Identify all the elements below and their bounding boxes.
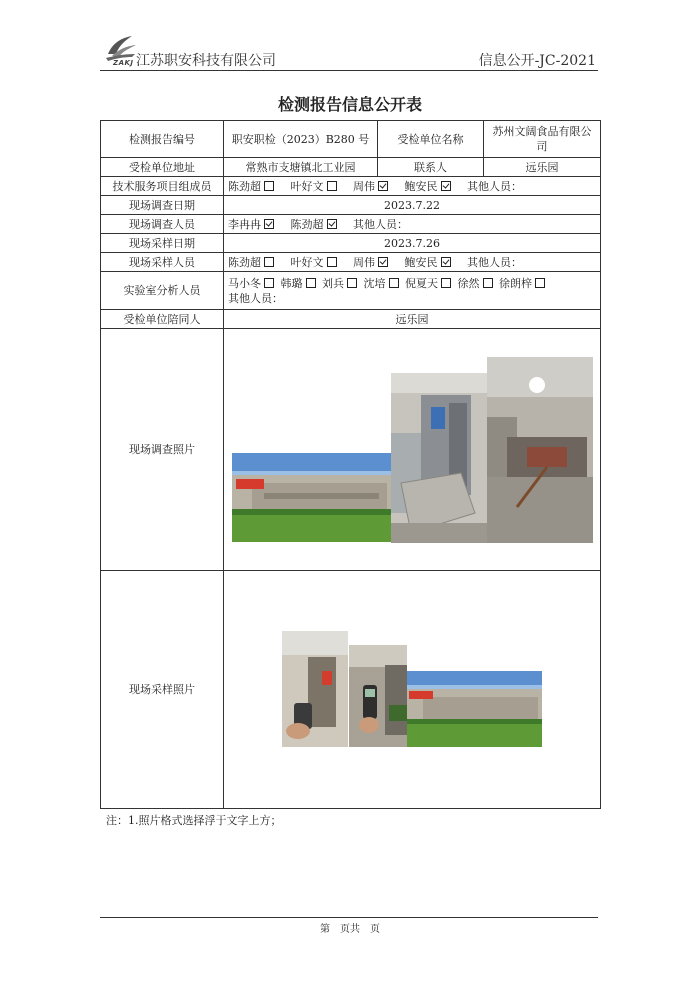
footer-rule	[100, 917, 598, 918]
sampling-staff-members	[224, 253, 601, 272]
member-name: 鲍安民	[404, 179, 438, 193]
table-row	[101, 272, 601, 310]
checkbox-icon[interactable]	[483, 278, 493, 288]
checkbox-icon[interactable]	[264, 278, 274, 288]
others-label: 其他人员：	[467, 255, 522, 269]
team-members	[224, 177, 601, 196]
survey-staff-members	[224, 215, 601, 234]
checkbox-icon[interactable]	[264, 257, 274, 267]
survey-photos-label: 现场调查照片	[101, 329, 224, 571]
table-row	[101, 253, 601, 272]
checkbox-icon[interactable]	[389, 278, 399, 288]
unit-name-label: 受检单位名称	[378, 121, 484, 158]
page-header	[100, 32, 598, 72]
team-label: 技术服务项目组成员	[101, 177, 224, 196]
sampling-staff-label: 现场采样人员	[101, 253, 224, 272]
member-name: 徐朗梓	[499, 276, 532, 290]
table-row	[101, 310, 601, 329]
member-name: 叶好文	[290, 255, 324, 269]
checkbox-icon[interactable]	[327, 219, 337, 229]
sampling-date-value: 2023.7.26	[224, 234, 601, 253]
workshop-photo	[487, 357, 593, 543]
checkbox-icon[interactable]	[378, 181, 388, 191]
detector-photo-2	[349, 645, 407, 747]
others-label: 其他人员：	[228, 291, 283, 305]
header-rule	[100, 70, 598, 71]
member-name: 周伟	[353, 255, 375, 269]
member-name: 陈劲超	[290, 217, 324, 231]
survey-date-label: 现场调查日期	[101, 196, 224, 215]
escort-value: 远乐园	[224, 310, 601, 329]
checkbox-icon[interactable]	[441, 257, 451, 267]
table-row	[101, 571, 601, 809]
page-title: 检测报告信息公开表	[277, 95, 422, 114]
member-name: 倪夏天	[405, 276, 438, 290]
table-row	[101, 121, 601, 158]
checkbox-icon[interactable]	[306, 278, 316, 288]
logo-text: ZAKJ	[113, 59, 134, 67]
member-name: 鲍安民	[404, 255, 438, 269]
checkbox-icon[interactable]	[347, 278, 357, 288]
unit-name-value: 苏州文阔食品有限公司	[484, 121, 601, 158]
survey-photos-cell	[224, 329, 601, 571]
contact-value: 远乐园	[484, 158, 601, 177]
page-footer: 第 页共 页	[320, 924, 380, 935]
contact-label: 联系人	[378, 158, 484, 177]
report-no-label: 检测报告编号	[101, 121, 224, 158]
checkbox-icon[interactable]	[441, 278, 451, 288]
member-name: 沈培	[363, 276, 386, 290]
survey-date-value: 2023.7.22	[224, 196, 601, 215]
checkbox-icon[interactable]	[327, 181, 337, 191]
survey-staff-label: 现场调查人员	[101, 215, 224, 234]
company-name: 江苏职安科技有限公司	[136, 53, 276, 69]
address-label: 受检单位地址	[101, 158, 224, 177]
checkbox-icon[interactable]	[441, 181, 451, 191]
lab-staff-members	[224, 272, 601, 310]
member-name: 周伟	[353, 179, 375, 193]
sampling-photos-label: 现场采样照片	[101, 571, 224, 809]
document-number: 信息公开-JC-2021	[478, 53, 596, 69]
member-name: 马小冬	[228, 276, 261, 290]
checkbox-icon[interactable]	[535, 278, 545, 288]
member-name: 刘兵	[322, 276, 344, 290]
lab-staff-label: 实验室分析人员	[101, 272, 224, 310]
table-note: 注：1.照片格式选择浮于文字上方；	[106, 814, 282, 827]
escort-label: 受检单位陪同人	[101, 310, 224, 329]
checkbox-icon[interactable]	[264, 181, 274, 191]
others-label: 其他人员：	[353, 217, 408, 231]
table-row	[101, 215, 601, 234]
member-name: 叶好文	[290, 179, 324, 193]
checkbox-icon[interactable]	[378, 257, 388, 267]
member-name: 徐然	[457, 276, 480, 290]
table-row	[101, 158, 601, 177]
member-name: 韩璐	[280, 276, 303, 290]
company-building-photo	[232, 453, 391, 542]
table-row	[101, 196, 601, 215]
table-row	[101, 234, 601, 253]
machine-photo	[391, 373, 487, 543]
others-label: 其他人员：	[467, 179, 522, 193]
address-value: 常熟市支塘镇北工业园	[224, 158, 378, 177]
report-info-table	[100, 120, 601, 809]
report-no-value: 职安职检（2023）B280 号	[224, 121, 378, 158]
checkbox-icon[interactable]	[327, 257, 337, 267]
table-row	[101, 177, 601, 196]
sampling-photos-cell	[224, 571, 601, 809]
sampling-date-label: 现场采样日期	[101, 234, 224, 253]
detector-photo-1	[282, 631, 348, 747]
company-building-photo-2	[407, 671, 542, 747]
member-name: 陈劲超	[228, 255, 261, 269]
table-row	[101, 329, 601, 571]
member-name: 李冉冉	[228, 217, 261, 231]
checkbox-icon[interactable]	[264, 219, 274, 229]
member-name: 陈劲超	[228, 179, 261, 193]
